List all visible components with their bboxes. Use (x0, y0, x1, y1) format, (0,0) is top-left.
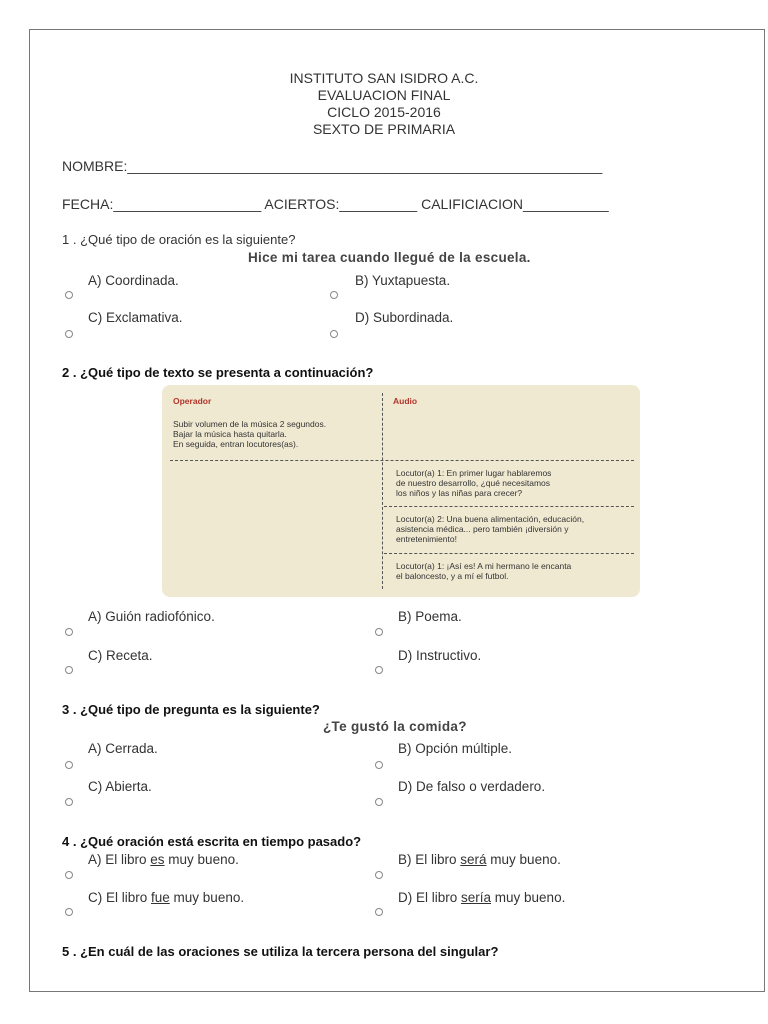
locutor-2-line-2: asistencia médica... pero también ¡diversión y (396, 524, 569, 534)
locutor-3-line-2: el baloncesto, y a mí el futbol. (396, 571, 509, 581)
operator-line-3: En seguida, entran locutores(as). (173, 439, 299, 449)
q4-radio-c[interactable] (65, 908, 73, 916)
q1-option-d: D) Subordinada. (355, 310, 454, 325)
q4-radio-d[interactable] (375, 908, 383, 916)
locutor-1-line-3: los niños y las niñas para crecer? (396, 488, 523, 498)
q3-option-d: D) De falso o verdadero. (398, 779, 546, 794)
column-divider (382, 393, 383, 589)
q3-radio-b[interactable] (375, 761, 383, 769)
operator-line-1: Subir volumen de la música 2 segundos. (173, 419, 327, 429)
question-3-sentence: ¿Te gustó la comida? (323, 719, 467, 734)
name-field[interactable]: NOMBRE:_____________________________________________________________ (62, 158, 603, 174)
q3-radio-a[interactable] (65, 761, 73, 769)
q3-option-b: B) Opción múltiple. (398, 741, 513, 756)
locutor-2-line-1: Locutor(a) 2: Una buena alimentación, educación, (396, 514, 585, 524)
q2-option-b: B) Poema. (398, 609, 462, 624)
q2-radio-d[interactable] (375, 666, 383, 674)
locutor-1-line-2: de nuestro desarrollo, ¿qué necesitamos (396, 478, 551, 488)
row-divider (384, 506, 634, 507)
q2-radio-a[interactable] (65, 628, 73, 636)
q2-radio-c[interactable] (65, 666, 73, 674)
q3-radio-c[interactable] (65, 798, 73, 806)
q4-option-d: D) El libro sería muy bueno. (398, 890, 566, 905)
q2-option-c: C) Receta. (88, 648, 153, 663)
grade-level: SEXTO DE PRIMARIA (312, 121, 456, 137)
question-1: 1 . ¿Qué tipo de oración es la siguiente? (62, 232, 296, 247)
q2-option-a: A) Guión radiofónico. (88, 609, 215, 624)
q4-radio-b[interactable] (375, 871, 383, 879)
operator-line-2: Bajar la música hasta quitarla. (173, 429, 287, 439)
row-divider (170, 460, 634, 461)
q1-radio-d[interactable] (330, 330, 338, 338)
radio-script-figure (162, 385, 640, 597)
audio-header: Audio (393, 396, 418, 406)
q1-radio-b[interactable] (330, 291, 338, 299)
question-2: 2 . ¿Qué tipo de texto se presenta a continuación? (62, 365, 374, 380)
q2-radio-b[interactable] (375, 628, 383, 636)
question-5: 5 . ¿En cuál de las oraciones se utiliza la tercera persona del singular? (62, 944, 499, 959)
school-name: INSTITUTO SAN ISIDRO A.C. (289, 70, 479, 86)
exam-title: EVALUACION FINAL (317, 87, 451, 103)
q3-option-c: C) Abierta. (88, 779, 152, 794)
date-score-fields[interactable]: FECHA:___________________ ACIERTOS:__________ CALIFICIACION___________ (62, 196, 609, 212)
school-cycle: CICLO 2015-2016 (327, 104, 441, 120)
q1-option-c: C) Exclamativa. (88, 310, 183, 325)
locutor-3-line-1: Locutor(a) 1: ¡Así es! A mi hermano le encanta (396, 561, 572, 571)
question-1-sentence: Hice mi tarea cuando llegué de la escuela. (248, 250, 531, 265)
row-divider (384, 553, 634, 554)
q3-option-a: A) Cerrada. (88, 741, 158, 756)
question-3: 3 . ¿Qué tipo de pregunta es la siguiente? (62, 702, 320, 717)
locutor-1-line-1: Locutor(a) 1: En primer lugar hablaremos (396, 468, 552, 478)
question-4: 4 . ¿Qué oración está escrita en tiempo pasado? (62, 834, 362, 849)
q4-option-c: C) El libro fue muy bueno. (88, 890, 245, 905)
q1-radio-a[interactable] (65, 291, 73, 299)
q4-radio-a[interactable] (65, 871, 73, 879)
q1-option-b: B) Yuxtapuesta. (355, 273, 451, 288)
operator-header: Operador (173, 396, 212, 406)
q3-radio-d[interactable] (375, 798, 383, 806)
q2-option-d: D) Instructivo. (398, 648, 482, 663)
q4-option-a: A) El libro es muy bueno. (88, 852, 239, 867)
q4-option-b: B) El libro será muy bueno. (398, 852, 561, 867)
q1-option-a: A) Coordinada. (88, 273, 179, 288)
q1-radio-c[interactable] (65, 330, 73, 338)
locutor-2-line-3: entretenimiento! (396, 534, 457, 544)
